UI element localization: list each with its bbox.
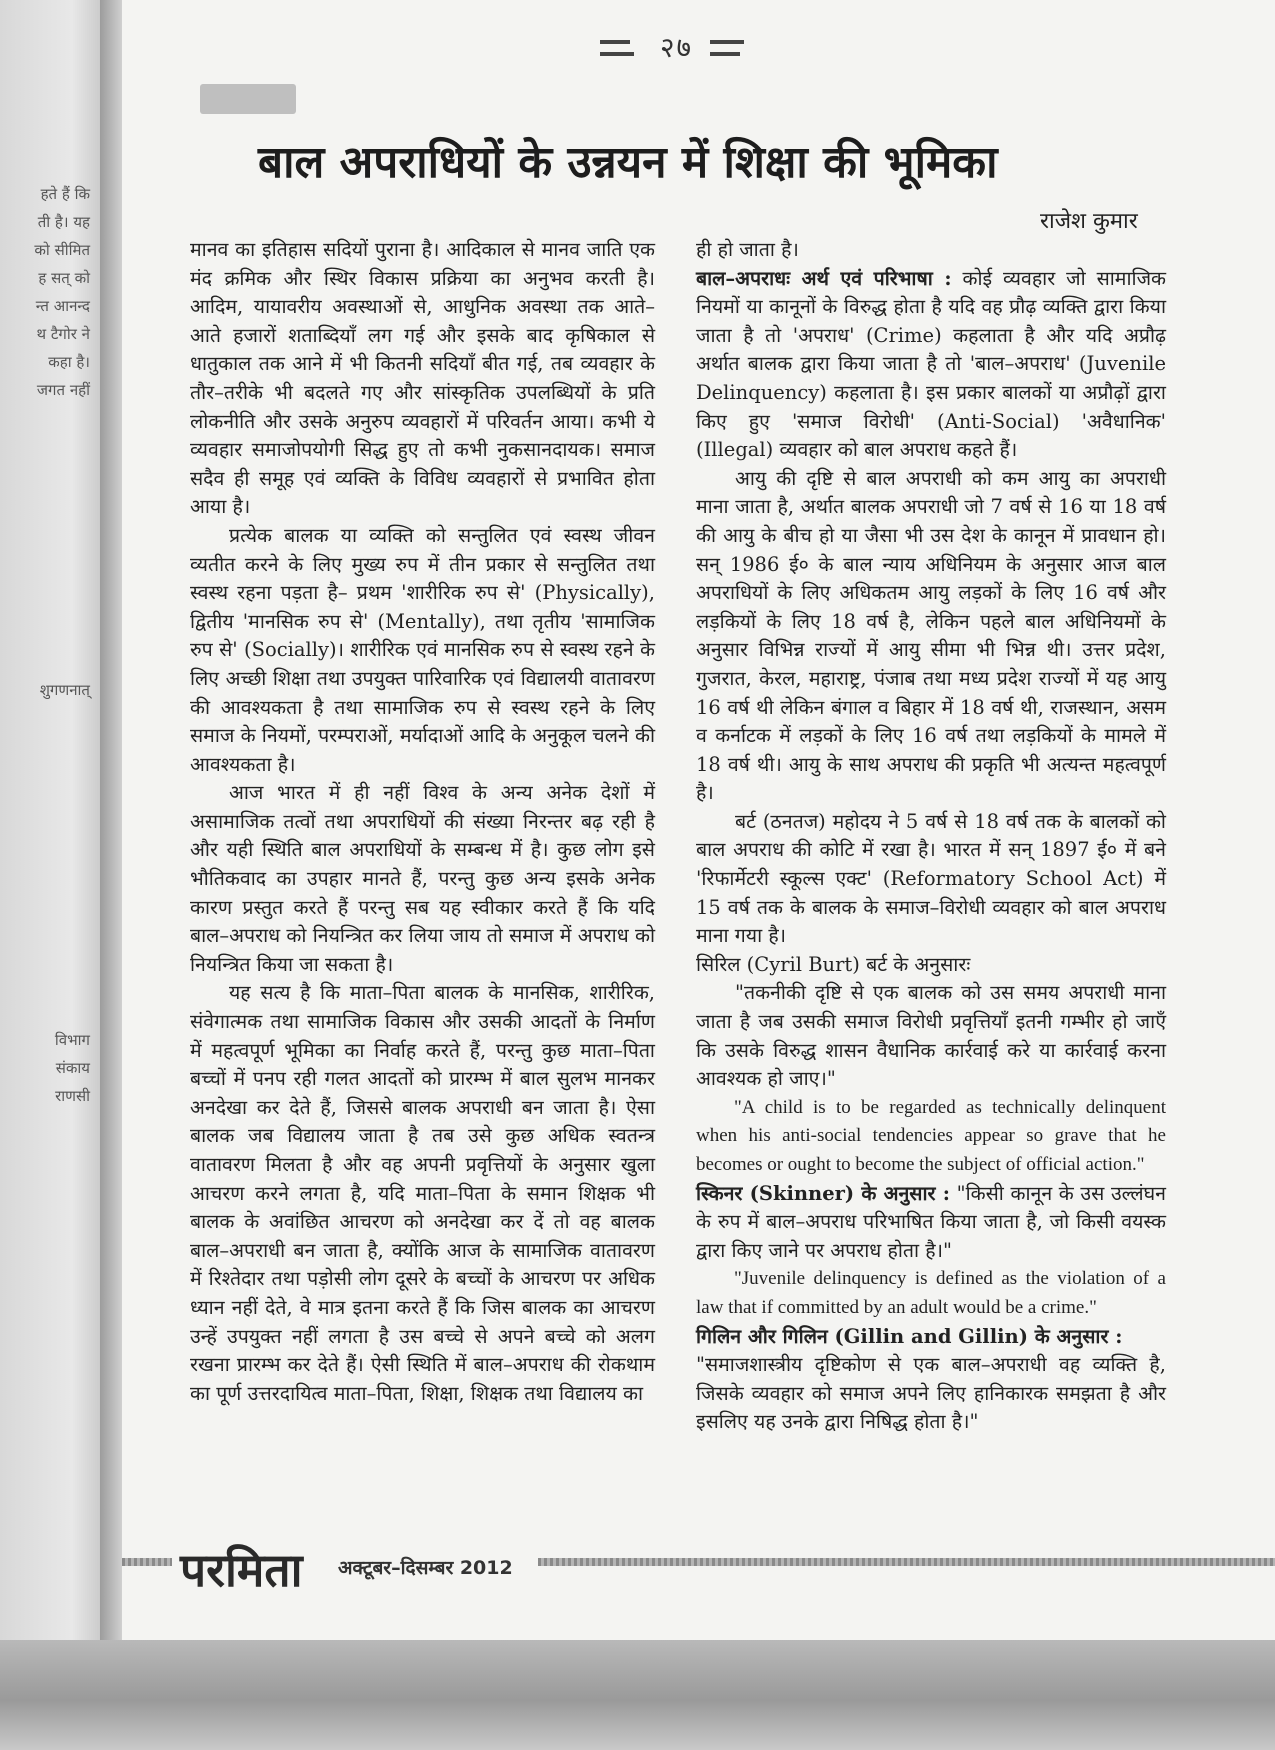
india-paragraph: आज भारत में ही नहीं विश्व के अन्य अनेक देशों में असामाजिक तत्वों तथा अपराधियों की संख्या निरन्तर बढ़ रही है और यही स्थिति बाल अपराधियों के सम्बन्ध में है। कुछ लोग इसे भौतिकवाद का उपहार मानते हैं, परन्तु कुछ अन्य इसके अनेक कारण प्रस्तुत करते हैं परन्तु सब यह स्वीकार करते हैं कि यदि बाल–अपराध को नियन्त्रित कर लिया जाय तो समाज में अपराध को नियन्त्रित किया जा सकता है।: [190, 781, 655, 976]
cyril-intro: सिरिल (Cyril Burt) बर्ट के अनुसारः: [696, 952, 971, 976]
burt-paragraph: बर्ट (ठनतज) महोदय ने 5 वर्ष से 18 वर्ष तक के बालकों को बाल अपराध की कोटि में रखा है। भारत में सन् 1897 ई० में बने 'रिफार्मेटरी स्कूल्स एक्ट' (Reformatory School Act) में 15 वर्ष तक के बालक के समाज–विरोधी व्यवहार को बाल अपराध माना गया है।: [696, 809, 1166, 948]
spine-text-fragment: कहा है।: [48, 353, 90, 371]
continuation-text: ही हो जाता है।: [696, 238, 799, 261]
magazine-logo: परमिता: [180, 1543, 303, 1597]
gillin-heading: गिलिन और गिलिन (Gillin and Gillin) के अनुसार :: [696, 1324, 1123, 1348]
spine-text-fragment: को सीमित: [34, 241, 90, 259]
intro-paragraph: मानव का इतिहास सदियों पुराना है। आदिकाल से मानव जाति एक मंद क्रमिक और स्थिर विकास प्रक्रिया का अनुभव करती है। आदिम, यायावरीय अवस्थाओं से, आधुनिक अवस्था तक आते–आते हजारों शताब्दियाँ लग गई और इसके बाद कृषिकाल से धातुकाल तक आने में भी कितनी सदियाँ बीत गई, तब व्यवहार के तौर–तरीके भी बदलते गए और सांस्कृतिक उपलब्धियों के प्रति लोकनीति और उसके अनुरुप व्यवहारों में परिवर्तन आया। कभी ये व्यवहार समाजोपयोगी सिद्ध हुए तो कभी नुकसानदायक। समाज सदैव ही समूह एवं व्यक्ति के विविध व्यवहारों से प्रभावित होता आया है।: [190, 238, 655, 519]
binding-shadow: [100, 0, 122, 1640]
spine-text-fragment: राणसी: [55, 1087, 90, 1105]
parents-paragraph: यह सत्य है कि माता–पिता बालक के मानसिक, शारीरिक, संवेगात्मक तथा सामाजिक विकास और उसकी आदतों के निर्माण में महत्वपूर्ण भूमिका का निर्वाह करते हैं, परन्तु कुछ माता–पिता बच्चों में पनप रही गलत आदतों को प्रारम्भ में बाल सुलभ मानकर अनदेखा कर देते हैं, जिससे बालक अपराधी बन जाता है। ऐसा बालक जब विद्यालय जाता है तब उसे कुछ अधिक स्वतन्त्र वातावरण मिलता है और वह अपनी प्रवृत्तियों के अनुसार खुला आचरण करने लगता है, यदि माता–पिता के समान शिक्षक भी बालक के अवांछित आचरण को अनदेखा कर दें तो वह बालक बाल–अपराधी बन जाता है, क्योंकि आज के सामाजिक वातावरण में रिश्तेदार तथा पड़ोसी लोग दूसरे के बच्चों के आचरण पर अधिक ध्यान नहीं देते, वे मात्र इतना करते हैं कि जिस बालक का आचरण उन्हें उपयुक्त नहीं लगता है उस बच्चे से अपने बच्चे को अलग रखना प्रारम्भ कर देते हैं। ऐसी स्थिति में बाल–अपराध की रोकथाम का पूर्ण उत्तरदायित्व माता–पिता, शिक्षा, शिक्षक तथा विद्यालय का: [190, 981, 655, 1405]
author-name: राजेश कुमार: [1040, 209, 1138, 234]
page-number-ornament: [600, 40, 630, 44]
spine-text-fragment: हते हैं कि: [40, 185, 90, 203]
skinner-quote-english: "Juvenile delinquency is defined as the violation of a law that if committed by an adult would be a crime.": [696, 1268, 1166, 1318]
spine-text-fragment: ह सत् को: [38, 269, 90, 287]
page-number: २७: [660, 31, 694, 64]
definition-text: कोई व्यवहार जो सामाजिक नियमों या कानूनों के विरुद्ध होता है यदि वह प्रौढ़ व्यक्ति द्वारा किया जाता है तो 'अपराध' (Crime) कहलाता है और यदि अप्रौढ़ अर्थात बालक द्वारा किया जाता है तो 'बाल–अपराध' (Juvenile Delinquency) कहलाता है। इस प्रकार बालकों या अप्रौढ़ों द्वारा किए हुए 'समाज विरोधी' (Anti-Social) 'अवैधानिक' (Illegal) व्यवहार को बाल अपराध कहते हैं।: [696, 266, 1167, 462]
footer-rule-right: [538, 1558, 1275, 1566]
spine-text-fragment: ती है। यह: [37, 213, 90, 231]
spine-text-fragment: थ टैगोर ने: [36, 325, 90, 343]
skinner-quote-hindi: "किसी कानून के उस उल्लंघन के रुप में बाल–अपराध परिभाषित किया जाता है, जो किसी वयस्क द्वारा किए जाने पर अपराध होता है।": [696, 1181, 1166, 1262]
spine-text-fragment: जगत नहीं: [36, 381, 90, 399]
definition-heading: बाल–अपराधः अर्थ एवं परिभाषा :: [696, 266, 952, 290]
scan-bottom-shadow: [0, 1640, 1275, 1750]
section-tag: [200, 84, 296, 114]
balance-paragraph: प्रत्येक बालक या व्यक्ति को सन्तुलित एवं स्वस्थ जीवन व्यतीत करने के लिए मुख्य रुप में तीन प्रकार से सन्तुलित तथा स्वस्थ रहना पड़ता है– प्रथम 'शारीरिक रुप से' (Physically), द्वितीय 'मानसिक रुप से' (Mentally), तथा तृतीय 'सामाजिक रुप से' (Socially)। शारीरिक एवं मानसिक रुप से स्वस्थ रहने के लिए अच्छी शिक्षा तथा उपयुक्त पारिवारिक एवं विद्यालयी वातावरण की आवश्यकता है तथा सामाजिक रुप से स्वस्थ रहने के लिए समाज के नियमों, परम्पराओं, मर्यादाओं आदि के अनुकूल चलने की आवश्यकता है।: [190, 523, 655, 776]
cyril-quote-hindi: "तकनीकी दृष्टि से एक बालक को उस समय अपराधी माना जाता है जब उसकी समाज विरोधी प्रवृत्तियाँ इतनी गम्भीर हो जाएँ कि उसके विरुद्ध शासन वैधानिक कार्रवाई करे या कार्रवाई करना आवश्यक हो जाए।": [696, 981, 1166, 1091]
spine-text-fragment: शुगणनात्: [39, 681, 90, 699]
left-column: [190, 236, 655, 1408]
right-column: [696, 236, 1166, 1437]
page-number-ornament: [600, 52, 634, 56]
footer-rule-left: [122, 1558, 172, 1566]
spine-text-fragment: संकाय: [55, 1059, 90, 1077]
cyril-quote-english: "A child is to be regarded as technically delinquent when his anti-social tendencies appear so grave that he becomes or ought to become the subject of official action.": [696, 1096, 1166, 1175]
definition-paragraph: [696, 265, 1166, 465]
page-number-ornament: [710, 52, 740, 56]
skinner-paragraph: [696, 1180, 1166, 1266]
gillin-quote-hindi: "समाजशास्त्रीय दृष्टिकोण से एक बाल–अपराधी वह व्यक्ति है, जिसके व्यवहार को समाज अपने लिए हानिकारक समझता है और इसलिए यह उनके द्वारा निषिद्ध होता है।": [696, 1353, 1166, 1434]
skinner-heading: स्किनर (Skinner) के अनुसार :: [696, 1181, 950, 1205]
spine-text-fragment: विभाग: [54, 1031, 90, 1049]
issue-date: अक्टूबर–दिसम्बर 2012: [338, 1557, 513, 1579]
page-number-ornament: [710, 40, 744, 44]
age-paragraph: आयु की दृष्टि से बाल अपराधी को कम आयु का अपराधी माना जाता है, अर्थात बालक अपराधी जो 7 वर्ष से 16 या 18 वर्ष की आयु के बीच हो या जैसा भी उस देश के कानून में प्रावधान हो। सन् 1986 ई० के बाल न्याय अधिनियम के अनुसार आज बाल अपराधियों के लिए अधिकतम आयु लड़कों के लिए 16 वर्ष और लड़कियों के लिए 18 वर्ष है, लेकिन पहले बाल अधिनियमों के अनुसार विभिन्न राज्यों में आयु सीमा भी भिन्न थी। उत्तर प्रदेश, गुजरात, केरल, महाराष्ट्र, पंजाब तथा मध्य प्रदेश राज्यों में यह आयु 16 वर्ष थी लेकिन बंगाल व बिहार में 18 वर्ष थी, राजस्थान, असम व कर्नाटक में लड़कों के लिए 16 वर्ष तथा लड़कियों के मामले में 18 वर्ष थी। आयु के साथ अपराध की प्रकृति भी अत्यन्त महत्वपूर्ण है।: [696, 466, 1166, 805]
spine-text-fragment: न्त आनन्द: [35, 297, 90, 315]
article-title: बाल अपराधियों के उन्नयन में शिक्षा की भूमिका: [258, 137, 998, 188]
